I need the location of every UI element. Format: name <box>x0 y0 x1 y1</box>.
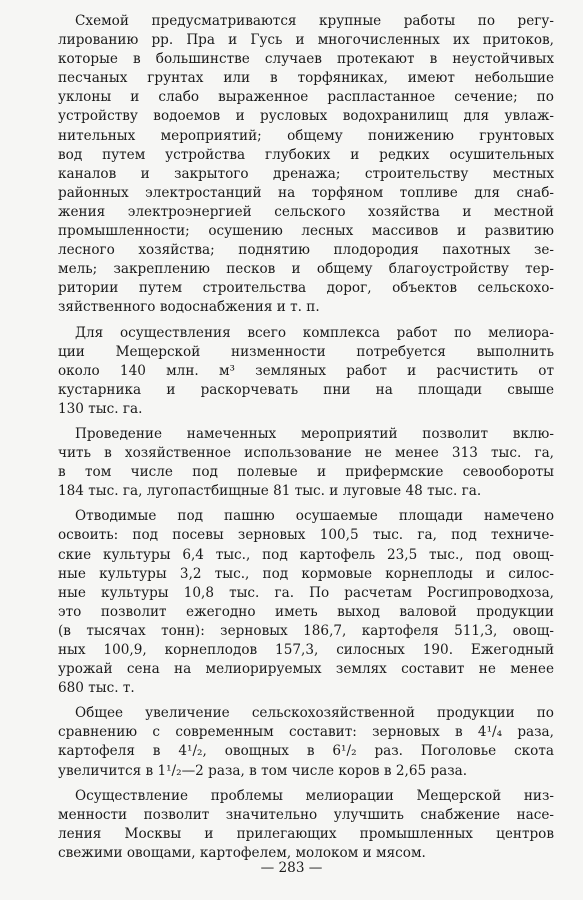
text-line: Схемой предусматриваются крупные работы по регу- <box>75 13 554 29</box>
text-line: менности позволит значительно улучшить снабжение насе- <box>58 806 554 823</box>
text-line: ритории путем строительства дорог, объектов сельскохо- <box>58 280 554 297</box>
text-line: чить в хозяйственное использование не менее 313 тыс. га, <box>58 445 554 462</box>
text-line: жения электроэнергией сельского хозяйства и местной <box>58 203 554 220</box>
text-line: Общее увеличение сельскохозяйственной продукции по <box>75 705 554 722</box>
text-line: 130 тыс. га. <box>58 400 143 417</box>
text-line: (в тысячах тонн): зерновых 186,7, картофеля 511,3, овощ- <box>58 622 554 639</box>
text-line: мель; закреплению песков и общему благоустройству тер- <box>58 261 554 278</box>
text-line: Для осуществления всего комплекса работ по мелиора- <box>75 324 554 341</box>
text-line: каналов и закрытого дренажа; строительству местных <box>58 165 554 182</box>
text-line: 680 тыс. т. <box>58 680 135 697</box>
text-line: ные культуры 3,2 тыс., под кормовые корнеплоды и силос- <box>58 565 554 582</box>
text-line: которые в большинстве случаев протекают в неустойчивых <box>58 51 554 68</box>
text-line: 184 тыс. га, лугопастбищные 81 тыс. и луговые 48 тыс. га. <box>58 483 482 500</box>
text-line: свежими овощами, картофелем, молоком и мясом. <box>58 844 426 861</box>
text-line: ления Москвы и прилегающих промышленных центров <box>58 825 554 842</box>
body-text <box>58 12 554 869</box>
paragraph <box>58 324 554 419</box>
text-line: зяйственного водоснабжения и т. п. <box>58 299 320 316</box>
text-line: нительных мероприятий; общему понижению грунтовых <box>58 127 554 144</box>
text-line: Проведение намеченных мероприятий позволит вклю- <box>75 425 554 442</box>
text-line: вод путем устройства глубоких и редких осушительных <box>58 146 554 163</box>
paragraph <box>58 425 554 501</box>
text-line: увеличится в 1¹/₂—2 раза, в том числе коров в 2,65 раза. <box>58 762 468 779</box>
text-line: устройству водоемов и русловых водохранилищ для увлаж- <box>58 108 554 125</box>
text-line: песчаных грунтах или в торфяниках, имеют небольшие <box>58 70 554 87</box>
text-line: ции Мещерской низменности потребуется выполнить <box>58 343 554 360</box>
text-line: лесного хозяйства; поднятию плодородия пахотных зе- <box>58 242 554 259</box>
text-line: сравнению с современным составит: зерновых в 4¹/₄ раза, <box>58 724 554 741</box>
text-line: около 140 млн. м³ земляных работ и расчистить от <box>58 362 554 379</box>
paragraph <box>58 507 554 698</box>
text-line: уклоны и слабо выраженное распластанное сечение; по <box>58 89 554 106</box>
text-line: лированию рр. Пра и Гусь и многочисленных их притоков, <box>58 32 554 49</box>
text-line: это позволит ежегодно иметь выход валовой продукции <box>58 603 554 620</box>
text-line: картофеля в 4¹/₂, овощных в 6¹/₂ раз. Поголовье скота <box>58 743 554 760</box>
text-line: Осуществление проблемы мелиорации Мещерской низ- <box>75 787 554 804</box>
text-line: освоить: под посевы зерновых 100,5 тыс. га, под техниче- <box>58 527 554 544</box>
paragraph <box>58 787 554 863</box>
paragraph <box>58 12 554 318</box>
text-line: ные культуры 10,8 тыс. га. По расчетам Росгипроводхоза, <box>58 584 554 601</box>
paragraph <box>58 704 554 780</box>
text-line: промышленности; осушению лесных массивов и развитию <box>58 223 554 240</box>
text-line: урожай сена на мелиорируемых землях составит не менее <box>58 661 554 678</box>
text-line: в том числе под полевые и прифермские севообороты <box>58 464 554 481</box>
text-line: Отводимые под пашню осушаемые площади намечено <box>75 508 554 525</box>
page-number: — 283 — <box>260 860 323 876</box>
text-line: кустарника и раскорчевать пни на площади свыше <box>58 381 554 398</box>
text-line: ские культуры 6,4 тыс., под картофель 23,5 тыс., под овощ- <box>58 546 554 563</box>
text-line: ных 100,9, корнеплодов 157,3, силосных 190. Ежегодный <box>58 642 554 658</box>
text-line: районных электростанций на торфяном топливе для снаб- <box>58 184 554 201</box>
